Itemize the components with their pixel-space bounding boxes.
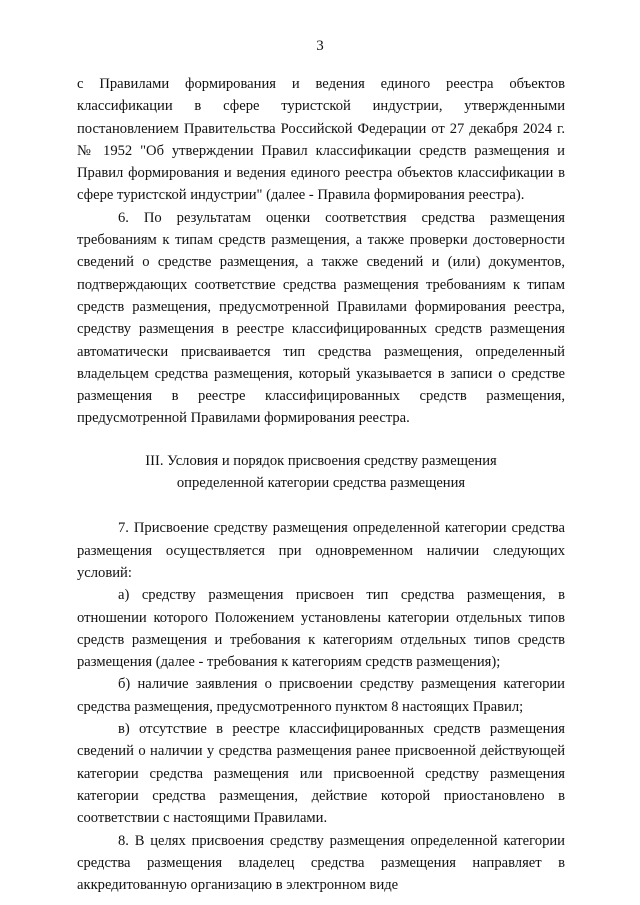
paragraph-7-c: в) отсутствие в реестре классифицированных средств размещения сведений о наличии у средства размещения ранее присвоенной действующей категории средства размещения или присвоенной средству размещения категории средства размещения, действие которой приостановлено в соответствии с настоящими Правилами. <box>77 721 565 827</box>
paragraph-intro-continuation: с Правилами формирования и ведения единого реестра объектов классификации в сфере туристской индустрии, утвержденными постановлением Правительства Российской Федерации от 27 декабря 2024 г. № 1952 "Об утверждении Правил классификации средств размещения и Правил формирования и ведения единого реестра объектов классификации в сфере туристской индустрии" (далее - Правила формирования реестра). <box>77 76 565 204</box>
paragraph-7-b: б) наличие заявления о присвоении средству размещения категории средства размещения, предусмотренного пунктом 8 настоящих Правил; <box>77 676 565 715</box>
document-body <box>77 73 565 896</box>
section-heading <box>77 450 565 495</box>
page-number: 3 <box>316 38 324 54</box>
section-heading-line-1: III. Условия и порядок присвоения средству размещения <box>145 452 497 469</box>
paragraph-8: 8. В целях присвоения средству размещения определенной категории средства размещения владелец средства размещения направляет в аккредитованную организацию в электронном виде <box>77 832 565 894</box>
paragraph-7-a: а) средству размещения присвоен тип средства размещения, в отношении которого Положением установлены категории отдельных типов средств размещения и требования к категориям отдельных типов средств размещения (далее - требования к категориям средств размещения); <box>77 587 565 671</box>
paragraph-6: 6. По результатам оценки соответствия средства размещения требованиям к типам средств размещения, а также проверки достоверности сведений о средстве размещения, а также сведений и (или) документов, подтверждающих соответствие средства размещения требованиям к типам средств размещения, предусмотренной Правилами формирования реестра, средству размещения в реестре классифицированных средств размещения автоматически присваивается тип средства размещения, определенный владельцем средства размещения, который указывается в записи о средстве размещения в реестре классифицированных средств размещения, предусмотренной Правилами формирования реестра. <box>77 209 565 427</box>
section-heading-line-2: определенной категории средства размещения <box>176 475 466 492</box>
paragraph-7: 7. Присвоение средству размещения определенной категории средства размещения осуществляется при одновременном наличии следующих условий: <box>77 520 565 581</box>
